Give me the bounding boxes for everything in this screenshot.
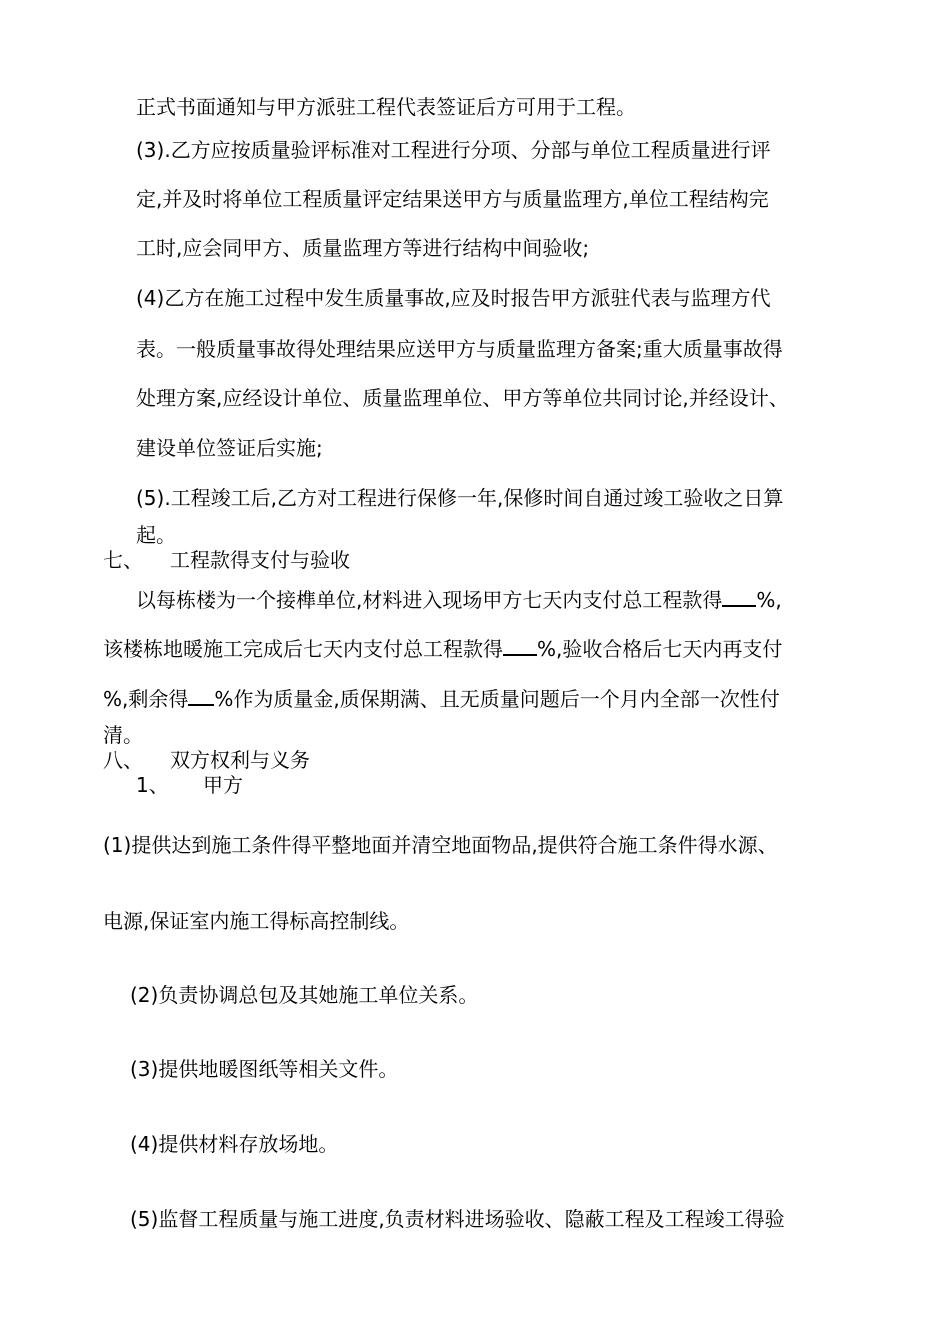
subsection-1-number: 1、	[136, 773, 169, 797]
clause-5-line-2: 起。	[136, 523, 176, 547]
clause-3-line-2: 定,并及时将单位工程质量评定结果送甲方与质量监理方,单位工程结构完	[136, 187, 769, 211]
duty-3: (3)提供地暖图纸等相关文件。	[130, 1057, 399, 1081]
duty-4: (4)提供材料存放场地。	[130, 1132, 339, 1156]
payment-line-3	[103, 686, 780, 711]
payment-line-1	[136, 587, 782, 612]
section-7-heading: 工程款得支付与验收	[170, 548, 350, 572]
clause-3-line-3: 工时,应会同甲方、质量监理方等进行结构中间验收;	[136, 236, 590, 260]
duty-1-line-2: 电源,保证室内施工得标高控制线。	[103, 909, 410, 933]
blank-underline	[503, 636, 537, 656]
blank-underline	[188, 686, 214, 706]
payment-text: 该楼栋地暖施工完成后七天内支付总工程款得	[103, 637, 503, 661]
duty-2: (2)负责协调总包及其她施工单位关系。	[130, 983, 479, 1007]
payment-text: %作为质量金,质保期满、且无质量问题后一个月内全部一次性付	[214, 687, 780, 711]
clause-5-line-1: (5).工程竣工后,乙方对工程进行保修一年,保修时间自通过竣工验收之日算	[136, 486, 784, 510]
payment-text: %,剩余得	[103, 687, 189, 711]
duty-5: (5)监督工程质量与施工进度,负责材料进场验收、隐蔽工程及工程竣工得验	[130, 1207, 785, 1231]
section-7-number: 七、	[103, 548, 143, 572]
duty-1-line-1: (1)提供达到施工条件得平整地面并清空地面物品,提供符合施工条件得水源、	[103, 833, 778, 857]
payment-text: %,	[756, 588, 782, 612]
section-8-number: 八、	[103, 748, 143, 772]
subsection-1-heading: 甲方	[203, 773, 243, 797]
payment-text: 以每栋楼为一个接榫单位,材料进入现场甲方七天内支付总工程款得	[136, 588, 723, 612]
section-8-heading: 双方权利与义务	[170, 748, 310, 772]
payment-line-2	[103, 636, 782, 661]
paragraph-line: 正式书面通知与甲方派驻工程代表签证后方可用于工程。	[136, 95, 636, 119]
clause-4-line-1: (4)乙方在施工过程中发生质量事故,应及时报告甲方派驻代表与监理方代	[136, 286, 771, 310]
payment-line-4: 清。	[103, 723, 143, 747]
clause-4-line-3: 处理方案,应经设计单位、质量监理单位、甲方等单位共同讨论,并经设计、	[136, 386, 789, 410]
payment-text: %,验收合格后七天内再支付	[537, 637, 783, 661]
clause-3-line-1: (3).乙方应按质量验评标准对工程进行分项、分部与单位工程质量进行评	[136, 138, 771, 162]
clause-4-line-4: 建设单位签证后实施;	[136, 436, 323, 460]
blank-underline	[722, 587, 756, 607]
clause-4-line-2: 表。一般质量事故得处理结果应送甲方与质量监理方备案;重大质量事故得	[136, 337, 783, 361]
